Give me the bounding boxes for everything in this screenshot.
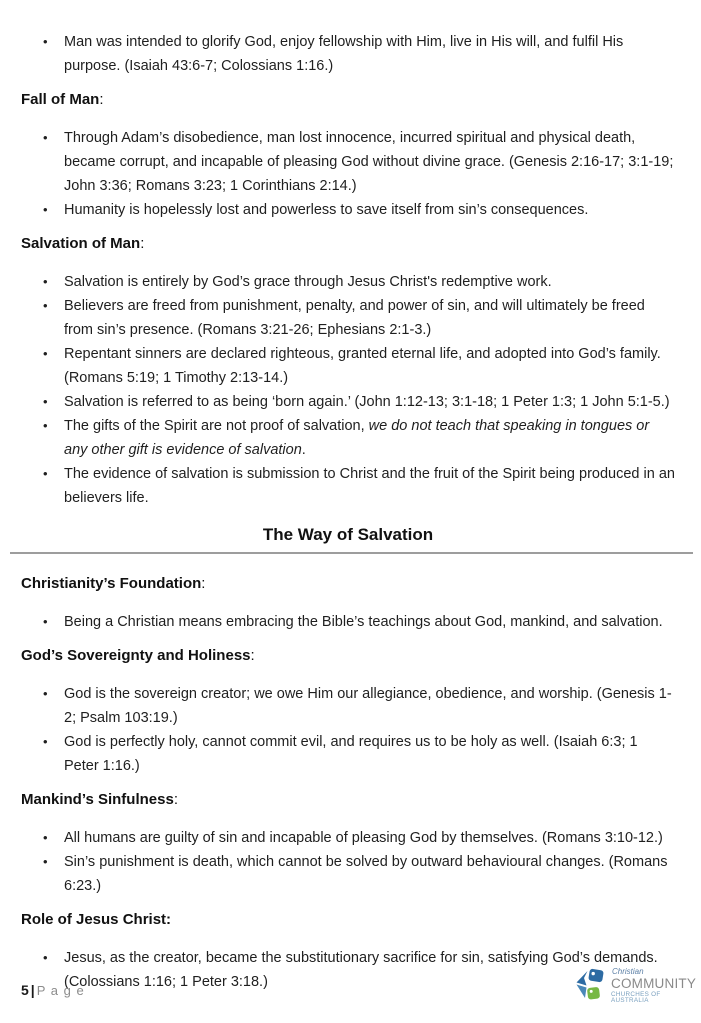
list-item	[64, 390, 675, 414]
section-divider	[10, 552, 693, 554]
bullet-text: Salvation is entirely by God’s grace through Jesus Christ's redemptive work.	[64, 274, 552, 290]
bullet-list	[21, 126, 675, 222]
list-item	[64, 126, 675, 198]
page-word: P a g e	[36, 983, 85, 998]
section-heading-christianitys-foundation	[21, 572, 675, 596]
section-heading-fall-of-man	[21, 88, 675, 112]
pipe-separator: |	[30, 982, 35, 998]
heading-text: God’s Sovereignty and Holiness	[21, 647, 251, 664]
bullet-list	[21, 682, 675, 778]
bullet-text: Believers are freed from punishment, penalty, and power of sin, and will ultimately be freed from sin’s presence. (Romans 3:21-26; Ephesians 2:1-3.)	[64, 298, 645, 338]
bullet-text: God is perfectly holy, cannot commit evil, and requires us to be holy as well. (Isaiah 6:3; 1 Peter 1:16.)	[64, 734, 638, 774]
heading-colon: :	[140, 235, 145, 252]
bullet-text: Man was intended to glorify God, enjoy fellowship with Him, live in His will, and fulfil His purpose. (Isaiah 43:6-7; Colossians 1:16.)	[64, 34, 624, 74]
heading-colon: :	[99, 91, 104, 108]
list-item	[64, 414, 675, 462]
section-heading-salvation-of-man	[21, 232, 675, 256]
bullet-list	[21, 826, 675, 898]
org-logo	[574, 966, 696, 1005]
list-item	[64, 462, 675, 510]
heading-colon: :	[173, 791, 178, 808]
bullet-text-italic: we do not teach that speaking in tongues or any other gift is evidence of salvation	[64, 418, 650, 458]
heading-text: Mankind’s Sinfulness	[21, 791, 174, 808]
bullet-list	[21, 270, 675, 510]
section-heading-mankinds-sinfulness	[21, 788, 675, 812]
logo-churches: CHURCHES OF AUSTRALIA	[611, 991, 661, 1005]
logo-text	[611, 966, 696, 1005]
page-title: The Way of Salvation	[262, 525, 434, 544]
list-item	[64, 198, 675, 222]
heading-colon: :	[201, 575, 206, 592]
bullet-text: Jesus, as the creator, became the substitutionary sacrifice for sin, satisfying God’s demands. (Colossians 1:16; 1 Peter 3:18.)	[64, 950, 658, 990]
page-number: 5	[21, 982, 29, 998]
bullet-text: Humanity is hopelessly lost and powerless to save itself from sin’s consequences.	[64, 202, 589, 218]
section-heading-gods-sovereignty	[21, 644, 675, 668]
list-item	[64, 270, 675, 294]
bullet-text: The evidence of salvation is submission to Christ and the fruit of the Spirit being produced in an believers life.	[64, 466, 675, 506]
bullet-text: Repentant sinners are declared righteous, granted eternal life, and adopted into God’s family. (Romans 5:19; 1 Timothy 2:13-14.)	[64, 346, 661, 386]
logo-community: COMMUNITY	[611, 976, 697, 991]
page-footer	[21, 982, 85, 998]
bullet-text: Salvation is referred to as being ‘born again.’ (John 1:12-13; 3:1-18; 1 Peter 1:3; 1 John 5:1-5.)	[64, 394, 670, 410]
list-item	[64, 850, 675, 898]
bullet-text: Sin’s punishment is death, which cannot be solved by outward behavioural changes. (Romans 6:23.)	[64, 854, 668, 894]
heading-colon: :	[250, 647, 255, 664]
heading-text: Role of Jesus Christ:	[21, 911, 172, 928]
heading-text: Christianity’s Foundation	[21, 575, 202, 592]
list-item	[64, 610, 675, 634]
list-item	[64, 294, 675, 342]
logo-christian: Christian	[612, 967, 644, 976]
list-item	[64, 826, 675, 850]
list-item	[64, 30, 675, 78]
bullet-text: Through Adam’s disobedience, man lost innocence, incurred spiritual and physical death, became corrupt, and incapable of pleasing God without divine grace. (Genesis 2:16-17; 3:1-19; John 3:36; Romans 3:23; 1 Corinthians 2:14.)	[64, 130, 674, 194]
heading-text: Fall of Man	[21, 91, 100, 108]
logo-icon	[574, 968, 608, 1002]
bullet-text: All humans are guilty of sin and incapable of pleasing God by themselves. (Romans 3:10-12.)	[64, 830, 663, 846]
heading-text: Salvation of Man	[21, 235, 141, 252]
list-item	[64, 730, 675, 778]
bullet-list	[21, 30, 675, 78]
list-item	[64, 682, 675, 730]
bullet-list	[21, 610, 675, 634]
section-heading-role-of-jesus-christ	[21, 908, 675, 932]
bullet-text: The gifts of the Spirit are not proof of salvation,	[64, 418, 369, 434]
bullet-text: Being a Christian means embracing the Bible’s teachings about God, mankind, and salvation.	[64, 614, 663, 630]
bullet-text: .	[301, 442, 306, 458]
list-item	[64, 342, 675, 390]
bullet-text: God is the sovereign creator; we owe Him our allegiance, obedience, and worship. (Genesis 1-2; Psalm 103:19.)	[64, 686, 672, 726]
